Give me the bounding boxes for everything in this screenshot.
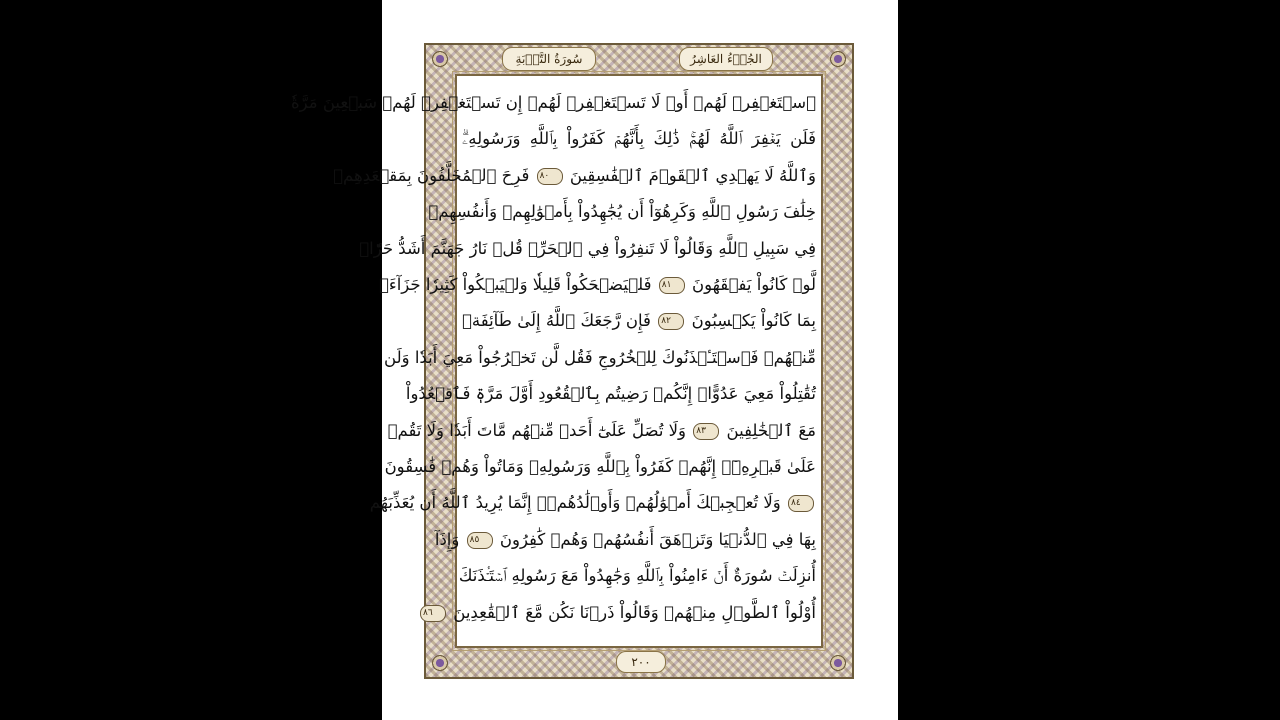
text-line [462,306,816,336]
text-line [434,525,816,555]
verse-text: وَإِذَآ [434,529,460,549]
ayah-number-marker: ٨١ [659,277,685,294]
text-line [458,561,816,591]
verse-text: فَرِحَ ٱلۡمُخَلَّفُونَ بِمَقۡعَدِهِمۡ [333,165,530,185]
verse-text: بِهَا فِي ٱلدُّنۡيَا وَتَزۡهَقَ أَنفُسُهُمۡ وَهُمۡ كَٰفِرُونَ [499,529,816,549]
text-line [359,234,816,264]
verse-text: أُنزِلَتۡ سُورَةٌ أَنۡ ءَامِنُواْ بِٱللَّهِ وَجَٰهِدُواْ مَعَ رَسُولِهِ ٱسۡتَـٔۡذَنَكَ [458,566,816,586]
verse-text: بِمَا كَانُواْ يَكۡسِبُونَ [691,311,817,331]
verse-text: ٱسۡتَغۡفِرۡ لَهُمۡ أَوۡ لَا تَسۡتَغۡفِرۡ لَهُمۡ إِن تَسۡتَغۡفِرۡ لَهُمۡ سَبۡعِينَ مَرَّةٗ [291,93,816,112]
verse-text: خِلَٰفَ رَسُولِ ٱللَّهِ وَكَرِهُوٓاْ أَن يُجَٰهِدُواْ بِأَمۡوَٰلِهِمۡ وَأَنفُسِهِمۡ [428,202,816,222]
text-line [384,452,816,482]
corner-ornament-top-right [830,51,846,67]
text-line [333,161,816,191]
text-line [387,416,816,446]
verse-text: تُقَٰتِلُواْ مَعِيَ عَدُوًّاۖ إِنَّكُمۡ رَضِيتُم بِٱلۡقُعُودِ أَوَّلَ مَرَّةٖ فَٱقۡعُدُواْ [405,384,816,404]
verse-text: مِّنۡهُمۡ فَٱسۡتَـٔۡذَنُوكَ لِلۡخُرُوجِ فَقُل لَّن تَخۡرُجُواْ مَعِيَ أَبَدٗا وَلَن [384,347,816,367]
verse-text: مَعَ ٱلۡخَٰلِفِينَ [726,420,816,440]
text-line [291,88,816,118]
verse-text: فِي سَبِيلِ ٱللَّهِ وَقَالُواْ لَا تَنفِرُواْ فِي ٱلۡحَرِّۗ قُلۡ نَارُ جَهَنَّمَ أَشَدُّ حَرّٗاۚ [359,238,816,258]
verse-text: فَإِن رَّجَعَكَ ٱللَّهُ إِلَىٰ طَآئِفَةٖ [462,311,651,331]
ayah-number-marker: ٨٠ [537,168,563,185]
ayah-number-marker: ٨٣ [693,423,719,440]
surah-name-label: سُورَةُ التَّوۡبَةِ [502,47,596,71]
quran-text-block [291,88,817,638]
text-line [428,197,816,227]
text-line [423,598,816,628]
ayah-number-marker: ٨٢ [658,313,684,330]
text-line [405,379,816,409]
text-line [369,488,816,518]
corner-ornament-top-left [432,51,448,67]
text-line [384,343,816,373]
verse-text: وَٱللَّهُ لَا يَهۡدِي ٱلۡقَوۡمَ ٱلۡفَٰسِقِينَ [569,165,816,185]
page-number: ٢٠٠ [616,651,666,673]
verse-text: أُوْلُواْ ٱلطَّوۡلِ مِنۡهُمۡ وَقَالُواْ ذَرۡنَا نَكُن مَّعَ ٱلۡقَٰعِدِينَ [453,602,816,622]
verse-text: لَّوۡ كَانُواْ يَفۡقَهُونَ [692,275,816,294]
verse-text: وَلَا تُعۡجِبۡكَ أَمۡوَٰلُهُمۡ وَأَوۡلَٰدُهُمۡۚ إِنَّمَا يُرِيدُ ٱللَّهُ أَن يُعَذِّبَهُم [369,493,781,513]
corner-ornament-bottom-right [830,655,846,671]
corner-ornament-bottom-left [432,655,448,671]
text-line [462,124,816,154]
ayah-number-marker: ٨٤ [788,495,814,512]
ayah-number-marker: ٨٥ [467,532,493,549]
text-line [379,270,816,300]
ayah-number-marker: ٨٦ [420,605,446,622]
verse-text: فَلۡيَضۡحَكُواْ قَلِيلٗا وَلۡيَبۡكُواْ كَثِيرٗا جَزَآءَۢ [379,275,652,294]
juz-name-label: الجُزۡءُ العَاشِرُ [679,47,773,71]
verse-text: وَلَا تُصَلِّ عَلَىٰٓ أَحَدٖ مِّنۡهُم مَّاتَ أَبَدٗا وَلَا تَقُمۡ [387,420,687,440]
verse-text: عَلَىٰ قَبۡرِهِۦٓۖ إِنَّهُمۡ كَفَرُواْ بِٱللَّهِ وَرَسُولِهِۦ وَمَاتُواْ وَهُمۡ فَٰسِقُونَ [384,457,816,476]
verse-text: فَلَن يَغۡفِرَ ٱللَّهُ لَهُمۡۚ ذَٰلِكَ بِأَنَّهُمۡ كَفَرُواْ بِٱللَّهِ وَرَسُولِهِۦۗ [462,129,816,149]
